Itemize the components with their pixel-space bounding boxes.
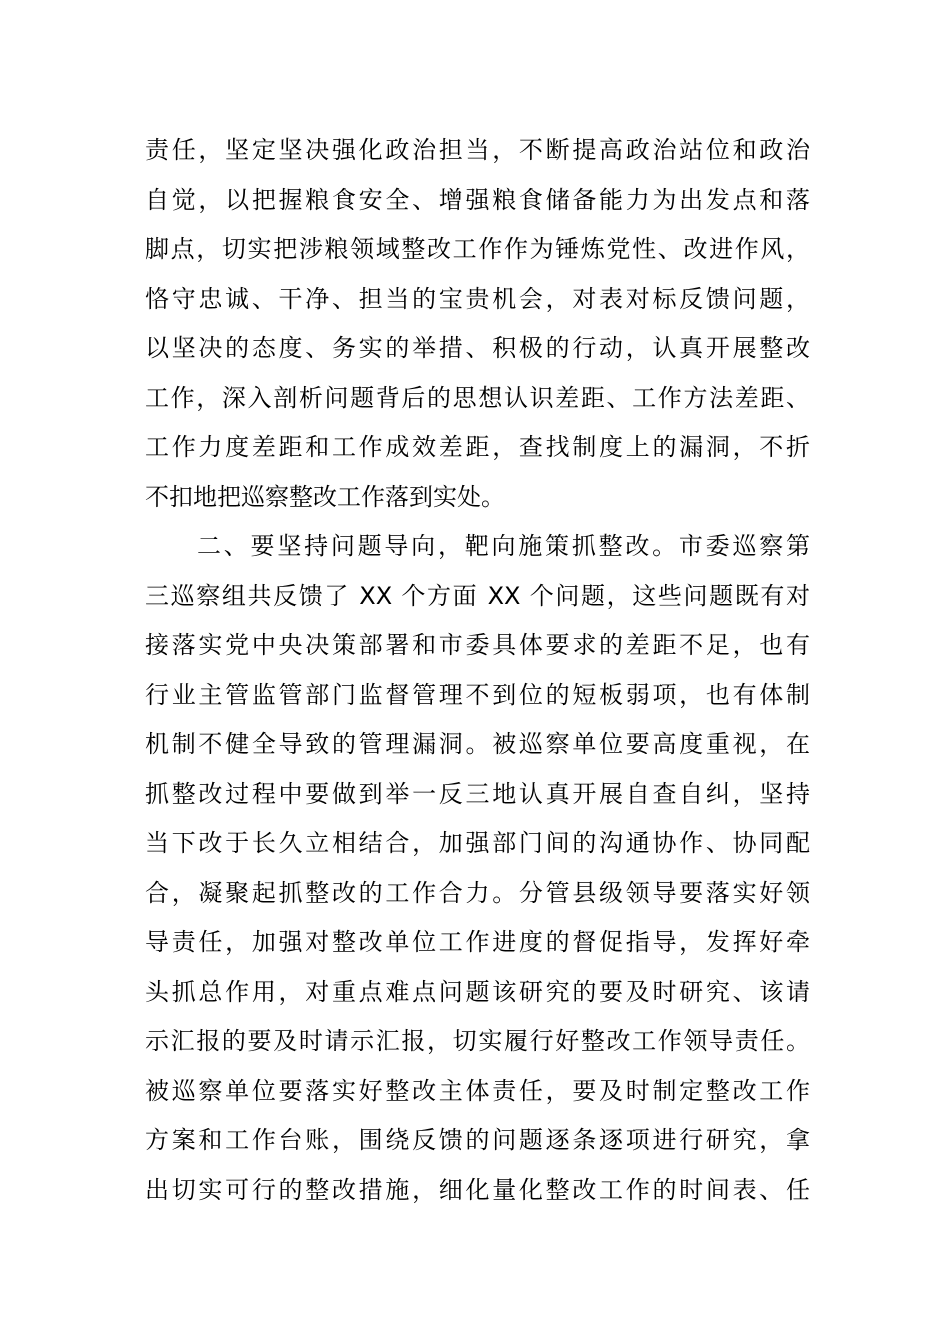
text-line: 恪守忠诚、干净、担当的宝贵机会，对表对标反馈问题， [145,284,810,313]
text-line: 自觉，以把握粮食安全、增强粮食储备能力为出发点和落 [145,185,810,214]
text-line: 合，凝聚起抓整改的工作合力。分管县级领导要落实好领 [145,878,810,907]
text-line: 头抓总作用，对重点难点问题该研究的要及时研究、该请 [145,977,810,1006]
text-line: 三巡察组共反馈了 XX 个方面 XX 个问题，这些问题既有对 [145,581,810,610]
text-line: 接落实党中央决策部署和市委具体要求的差距不足，也有 [145,631,810,659]
body-text [145,126,810,1215]
text-line: 工作，深入剖析问题背后的思想认识差距、工作方法差距、 [145,383,810,412]
text-line: 方案和工作台账，围绕反馈的问题逐条逐项进行研究，拿 [145,1126,810,1154]
text-line: 抓整改过程中要做到举一反三地认真开展自查自纠，坚持 [145,779,810,808]
paragraph-end-line: 不扣地把巡察整改工作落到实处。 [145,482,505,511]
text-line: 行业主管监管部门监督管理不到位的短板弱项，也有体制 [145,680,810,709]
text-line: 脚点，切实把涉粮领域整改工作作为锤炼党性、改进作风， [145,235,810,263]
text-line: 机制不健全导致的管理漏洞。被巡察单位要高度重视，在 [145,730,810,758]
text-line: 示汇报的要及时请示汇报，切实履行好整改工作领导责任。 [145,1027,810,1055]
text-line: 出切实可行的整改措施，细化量化整改工作的时间表、任 [145,1175,810,1204]
text-line: 责任，坚定坚决强化政治担当，不断提高政治站位和政治 [145,136,810,164]
text-line: 工作力度差距和工作成效差距，查找制度上的漏洞，不折 [145,433,810,461]
text-line: 当下改于长久立相结合，加强部门间的沟通协作、协同配 [145,829,810,857]
section-heading-line: 二、要坚持问题导向，靶向施策抓整改。市委巡察第 [197,532,810,560]
text-line: 以坚决的态度、务实的举措、积极的行动，认真开展整改 [145,334,810,362]
text-line: 被巡察单位要落实好整改主体责任，要及时制定整改工作 [145,1076,810,1105]
text-line: 导责任，加强对整改单位工作进度的督促指导，发挥好牵 [145,928,810,956]
